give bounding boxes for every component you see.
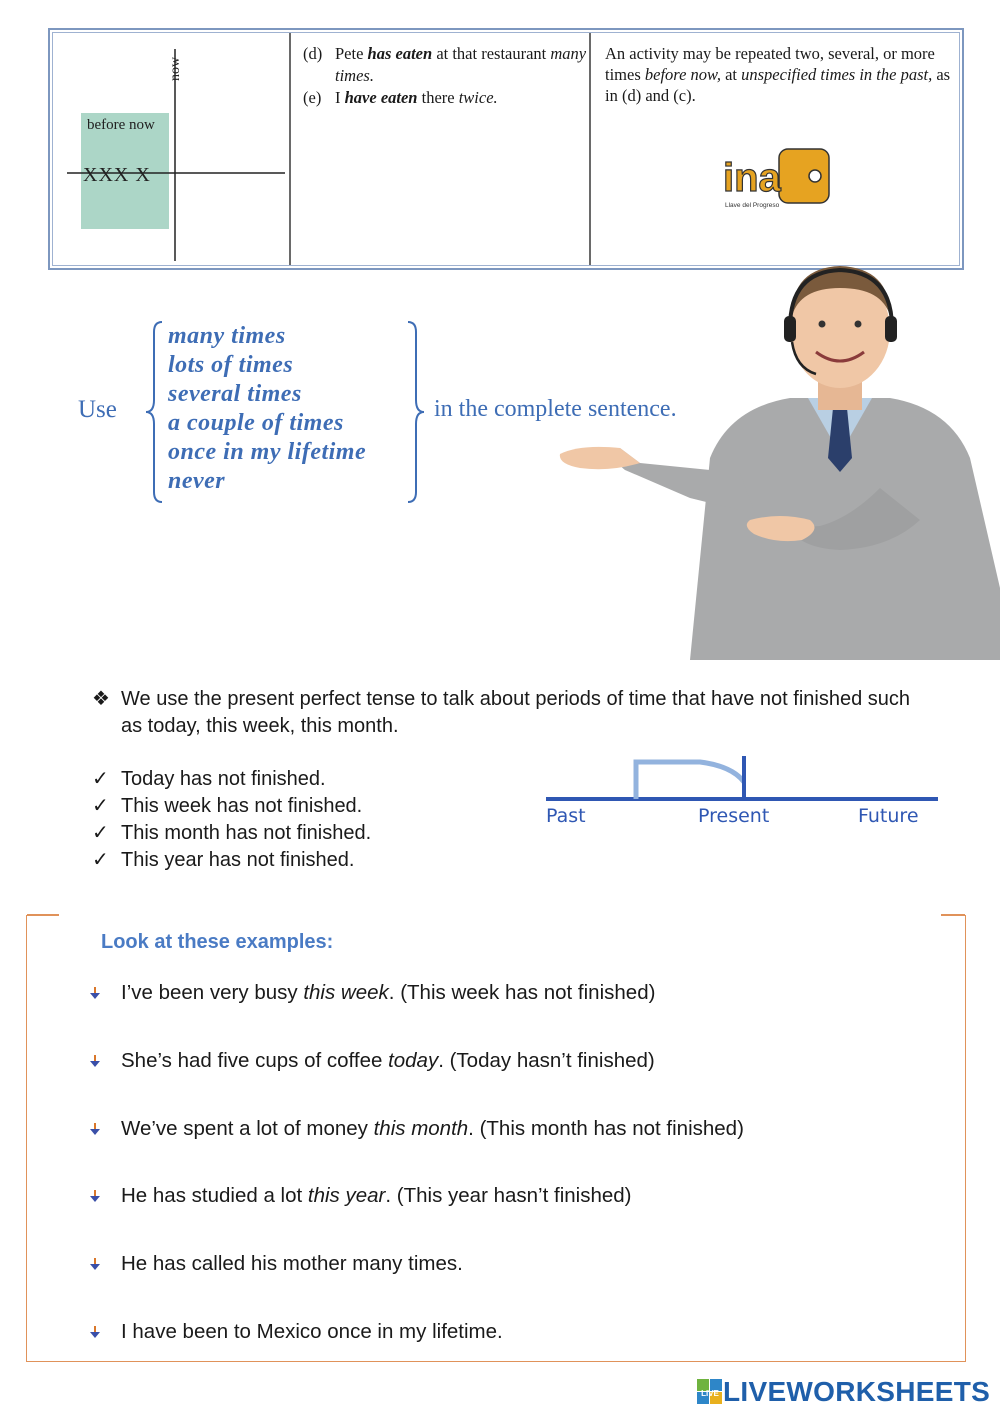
example-item (89, 1252, 463, 1276)
example-item (89, 1117, 744, 1141)
left-hand (560, 447, 640, 469)
box-corner-line (27, 914, 59, 916)
text-run: . (This week has not finished) (388, 981, 656, 1004)
text-run: there (417, 88, 459, 107)
diamond-bullet-icon: ❖ (92, 688, 110, 710)
grammar-chart-table (48, 28, 964, 270)
down-arrow-bullet-icon (89, 1122, 121, 1136)
text-run: Pete (335, 44, 368, 63)
check-item-text: Today has not finished. (121, 768, 326, 790)
text-run: He has called his mother many times. (121, 1252, 463, 1275)
checkmark-icon: ✓ (92, 849, 109, 871)
check-item (92, 847, 371, 874)
checkmark-icon: ✓ (92, 822, 109, 844)
check-item (92, 766, 371, 793)
down-arrow-bullet-icon (89, 1054, 121, 1068)
liveworksheets-logo (697, 1376, 990, 1408)
repeated-marks: XXX X (83, 164, 151, 186)
checkmark-icon: ✓ (92, 768, 109, 790)
right-brace-icon (404, 320, 428, 504)
emphasis-run: have eaten (344, 88, 418, 107)
before-now-label: before now (87, 117, 155, 133)
down-arrow-bullet-icon (89, 1257, 121, 1271)
example-item-text (121, 1117, 744, 1141)
examples-cell (303, 43, 593, 109)
emphasis-run: this week (303, 981, 389, 1004)
time-expression: many times (168, 323, 286, 349)
example-sentence (335, 87, 498, 109)
grammar-example (303, 43, 593, 87)
text-run: He has studied a lot (121, 1184, 308, 1207)
emphasis-run: today (388, 1049, 439, 1072)
future-label: Future (858, 805, 919, 827)
before-now-timeline-diagram (61, 39, 287, 265)
text-run: at that restaurant (432, 44, 551, 63)
example-letter: (d) (303, 44, 323, 63)
time-expression: never (168, 468, 226, 494)
ina-logo (723, 145, 833, 213)
grammar-example (303, 87, 593, 109)
emphasis-run: this year (307, 1184, 386, 1207)
present-perfect-note (92, 686, 932, 740)
time-expression: several times (168, 381, 302, 407)
past-label: Past (546, 805, 586, 827)
time-expression: a couple of times (168, 410, 344, 436)
unfinished-periods-list (92, 766, 371, 874)
check-item (92, 793, 371, 820)
time-expression: once in my lifetime (168, 439, 367, 465)
text-run: I (335, 88, 345, 107)
example-item-text (121, 1049, 655, 1073)
text-run: . (Today hasn’t finished) (438, 1049, 655, 1072)
badge-text: LIVE (701, 1389, 719, 1398)
text-run: at (720, 65, 742, 84)
text-run: She’s had five cups of coffee (121, 1049, 389, 1072)
check-item-text: This month has not finished. (121, 822, 372, 844)
present-perfect-note-text: We use the present perfect tense to talk about periods of time that have not finished such as today, this week, this month. (121, 688, 910, 737)
emphasis-run: twice. (458, 88, 498, 107)
unfinished-period-arc (636, 762, 744, 799)
checkmark-icon: ✓ (92, 795, 109, 817)
text-run: as in (d) and (c). (605, 65, 951, 105)
example-item (89, 1049, 655, 1073)
down-arrow-bullet-icon (89, 1189, 121, 1203)
example-item-text (121, 1320, 503, 1344)
column-divider (289, 33, 291, 265)
present-label: Present (698, 805, 770, 827)
complete-sentence-instruction: in the complete sentence. (434, 396, 677, 422)
use-label: Use (78, 396, 117, 423)
explanation-cell (605, 43, 961, 106)
text-run: I have been to Mexico once in my lifetime. (121, 1320, 503, 1343)
example-sentence (335, 43, 593, 87)
example-item-text (121, 1252, 463, 1276)
text-run: . (This year hasn’t finished) (385, 1184, 632, 1207)
time-expression-list (168, 322, 366, 496)
emphasis-run: has eaten (367, 44, 433, 63)
liveworksheets-badge-icon (697, 1379, 723, 1405)
check-item-text: This year has not finished. (121, 849, 355, 871)
text-run: An activity may be repeated two, several, or more times (605, 44, 935, 84)
example-item (89, 1184, 632, 1208)
past-present-future-diagram (540, 752, 940, 832)
check-item (92, 820, 371, 847)
example-item-text (121, 1184, 632, 1208)
emphasis-run: unspecified times in the past, (741, 65, 933, 84)
down-arrow-bullet-icon (89, 1325, 121, 1339)
liveworksheets-wordmark: LIVEWORKSHEETS (723, 1376, 991, 1407)
box-corner-line (941, 914, 965, 916)
presenter-man-image (540, 258, 1000, 660)
examples-title: Look at these examples: (101, 931, 334, 953)
table-inner-border (52, 32, 960, 266)
emphasis-run: this month (373, 1117, 469, 1140)
example-item (89, 1320, 503, 1344)
example-item-text (121, 981, 655, 1005)
example-item (89, 981, 655, 1005)
emphasis-run: before now, (644, 65, 721, 84)
check-item-text: This week has not finished. (121, 795, 363, 817)
now-label: now (168, 56, 183, 81)
time-expression: lots of times (168, 352, 294, 378)
text-run: . (This month has not finished) (468, 1117, 744, 1140)
text-run: I’ve been very busy (121, 981, 304, 1004)
left-brace-icon (142, 320, 166, 504)
example-letter: (e) (303, 88, 322, 107)
text-run: We’ve spent a lot of money (121, 1117, 374, 1140)
ina-logo-subtitle: Llave del Progreso (725, 202, 780, 209)
emphasis-run: many times. (335, 44, 587, 85)
examples-box (26, 915, 966, 1362)
ina-logo-text: ina (723, 156, 781, 200)
down-arrow-bullet-icon (89, 986, 121, 1000)
